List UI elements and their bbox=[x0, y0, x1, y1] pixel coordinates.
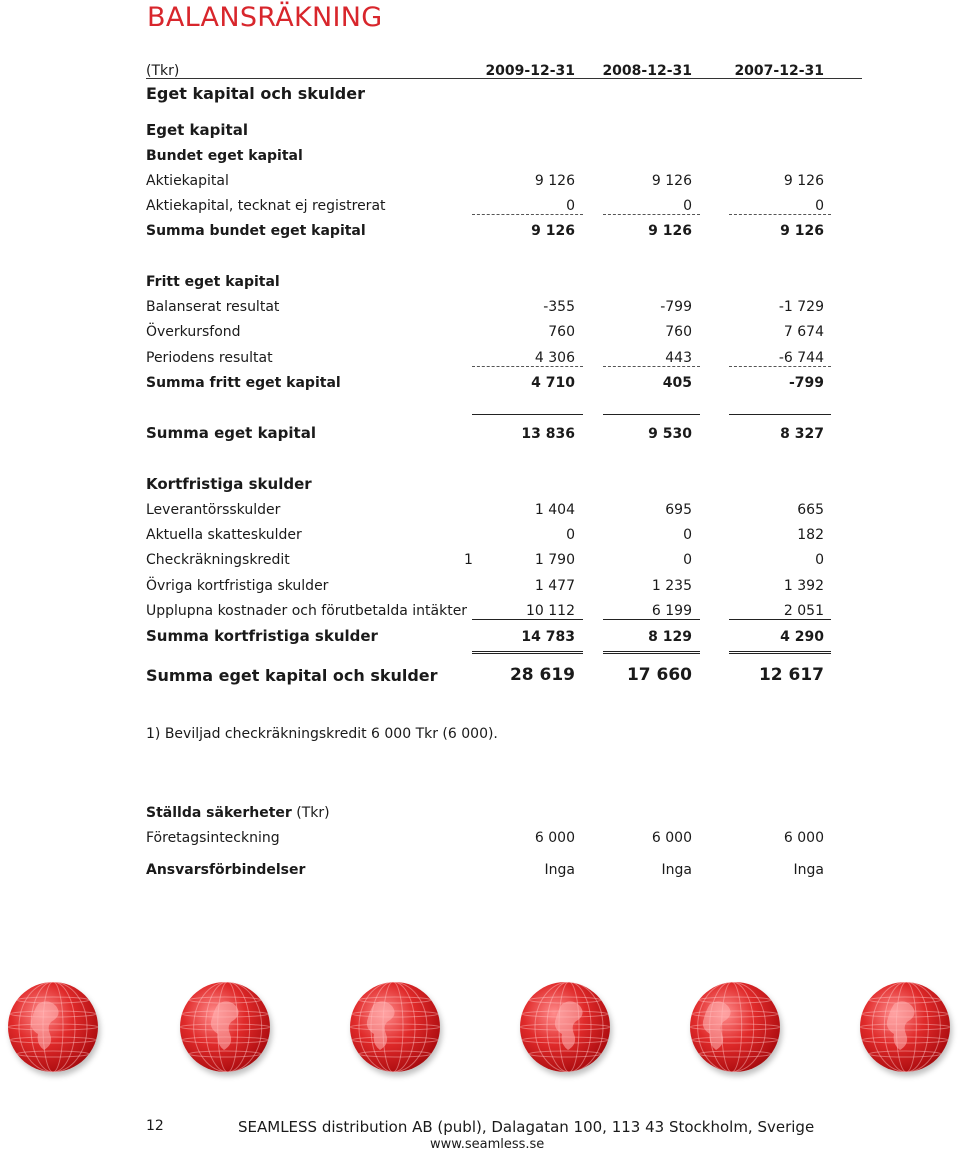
stallda-heading: Ställda säkerheter (Tkr) bbox=[146, 805, 330, 821]
subtotal-rule bbox=[603, 214, 700, 215]
subtotal-rule bbox=[472, 366, 583, 367]
table-row: Balanserat resultat -355 -799 -1 729 bbox=[146, 299, 824, 315]
table-row: Upplupna kostnader och förutbetalda intäkter 10 112 6 199 2 051 bbox=[146, 603, 824, 619]
table-header bbox=[146, 57, 862, 79]
grand-total-row: Summa eget kapital och skulder 28 619 17 660 12 617 bbox=[146, 665, 824, 685]
col-header-2009: 2009-12-31 bbox=[485, 63, 575, 79]
footnote: 1) Beviljad checkräkningskredit 6 000 Tkr (6 000). bbox=[146, 726, 498, 742]
grand-total-rule bbox=[472, 651, 583, 654]
globe-grid bbox=[350, 982, 440, 1072]
globe-grid bbox=[690, 982, 780, 1072]
fritt-heading: Fritt eget kapital bbox=[146, 274, 280, 290]
section-heading: Eget kapital och skulder bbox=[146, 84, 365, 103]
summa-fritt-row: Summa fritt eget kapital 4 710 405 -799 bbox=[146, 375, 824, 391]
subtotal-rule bbox=[603, 619, 700, 620]
footer-address: SEAMLESS distribution AB (publ), Dalagatan 100, 113 43 Stockholm, Sverige bbox=[238, 1118, 815, 1136]
table-row: Aktuella skatteskulder 0 0 182 bbox=[146, 527, 824, 543]
subtotal-rule bbox=[729, 366, 831, 367]
table-row: Periodens resultat 4 306 443 -6 744 bbox=[146, 350, 824, 366]
ansvar-row: Ansvarsförbindelser Inga Inga Inga bbox=[146, 862, 824, 878]
table-row: Aktiekapital 9 126 9 126 9 126 bbox=[146, 173, 824, 189]
globe-icon bbox=[860, 982, 950, 1072]
unit-label: (Tkr) bbox=[146, 63, 180, 79]
grand-total-rule bbox=[603, 651, 700, 654]
bundet-heading: Bundet eget kapital bbox=[146, 148, 303, 164]
total-rule bbox=[729, 414, 831, 415]
globe-grid bbox=[8, 982, 98, 1072]
globe-grid bbox=[860, 982, 950, 1072]
globe-icon bbox=[520, 982, 610, 1072]
subtotal-rule bbox=[472, 619, 583, 620]
subtotal-rule bbox=[472, 214, 583, 215]
summa-bundet-row: Summa bundet eget kapital 9 126 9 126 9 126 bbox=[146, 223, 824, 239]
total-rule bbox=[472, 414, 583, 415]
table-row: Aktiekapital, tecknat ej registrerat 0 0 0 bbox=[146, 198, 824, 214]
footnote-ref: 1 bbox=[464, 552, 473, 568]
table-row: Företagsinteckning 6 000 6 000 6 000 bbox=[146, 830, 824, 846]
globe-grid bbox=[520, 982, 610, 1072]
footer-website: www.seamless.se bbox=[430, 1137, 545, 1152]
table-row: Överkursfond 760 760 7 674 bbox=[146, 324, 824, 340]
page-number: 12 bbox=[146, 1118, 164, 1134]
summa-kortfristiga-row: Summa kortfristiga skulder 14 783 8 129 4 290 bbox=[146, 627, 824, 645]
table-row: Leverantörsskulder 1 404 695 665 bbox=[146, 502, 824, 518]
col-header-2007: 2007-12-31 bbox=[734, 63, 824, 79]
subtotal-rule bbox=[729, 214, 831, 215]
globe-grid bbox=[180, 982, 270, 1072]
kortfristiga-heading: Kortfristiga skulder bbox=[146, 475, 312, 493]
globe-icon bbox=[180, 982, 270, 1072]
table-row: Övriga kortfristiga skulder 1 477 1 235 1 392 bbox=[146, 578, 824, 594]
globe-row bbox=[0, 982, 960, 1082]
subtotal-rule bbox=[603, 366, 700, 367]
globe-icon bbox=[8, 982, 98, 1072]
globe-icon bbox=[350, 982, 440, 1072]
eget-kapital-heading: Eget kapital bbox=[146, 121, 248, 139]
subtotal-rule bbox=[729, 619, 831, 620]
header-rule bbox=[146, 78, 862, 79]
globe-icon bbox=[690, 982, 780, 1072]
summa-eget-row: Summa eget kapital 13 836 9 530 8 327 bbox=[146, 424, 824, 442]
page-title: BALANSRÄKNING bbox=[147, 2, 383, 33]
col-header-2008: 2008-12-31 bbox=[602, 63, 692, 79]
table-row: Checkräkningskredit 1 1 790 0 0 bbox=[146, 552, 824, 568]
total-rule bbox=[603, 414, 700, 415]
grand-total-rule bbox=[729, 651, 831, 654]
